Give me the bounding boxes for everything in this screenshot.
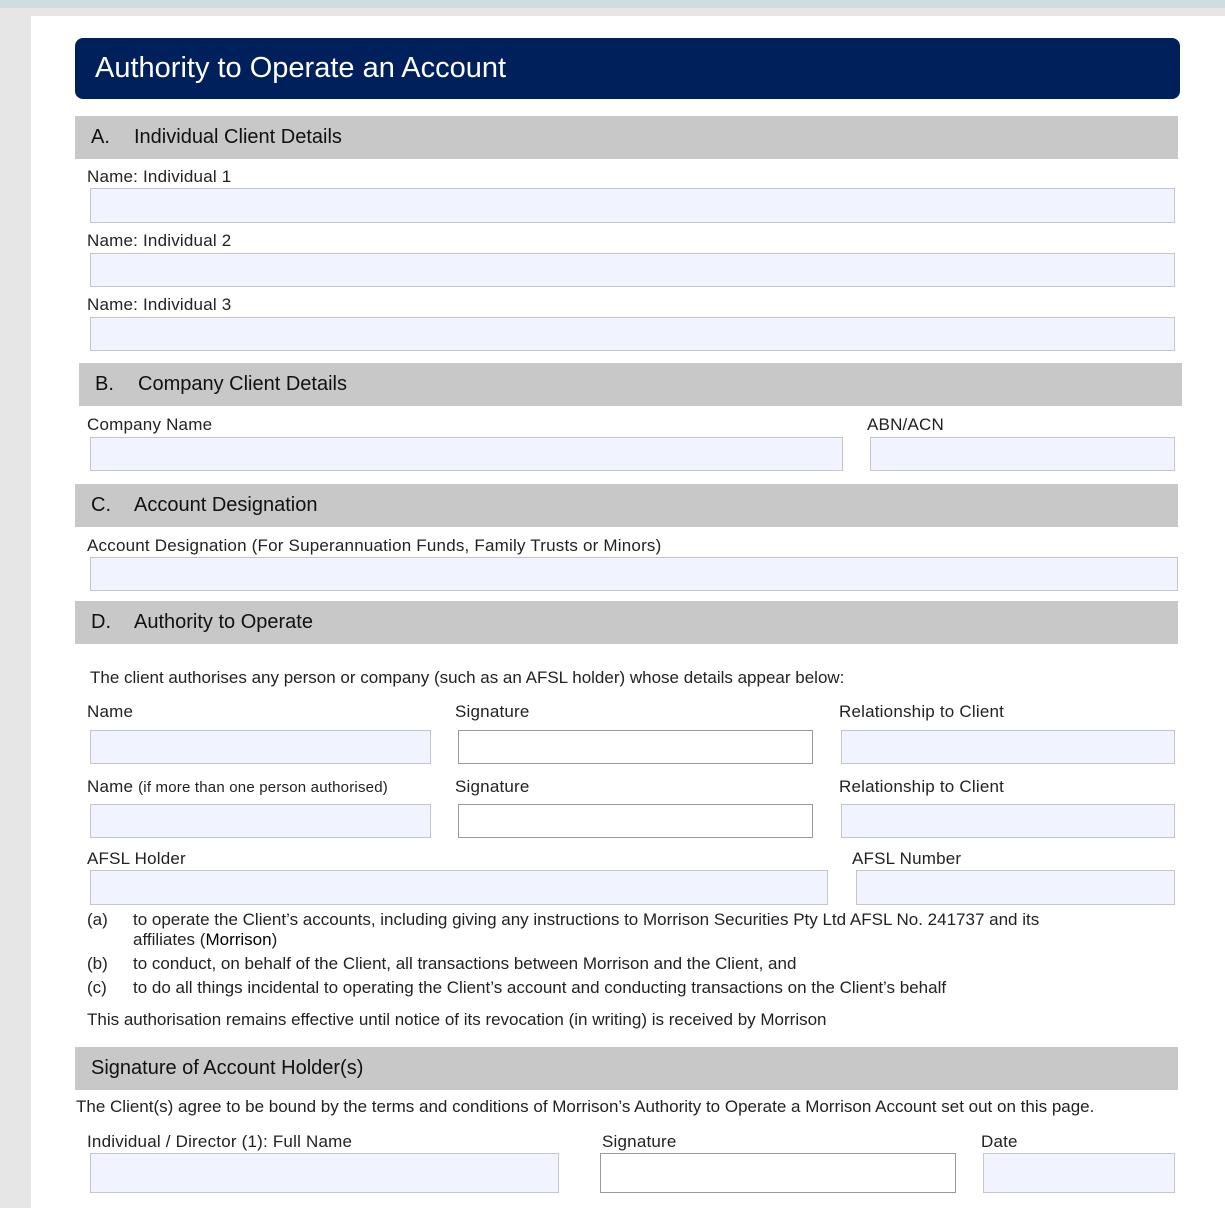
section-c-heading: Account Designation bbox=[134, 494, 318, 516]
section-a-letter: A. bbox=[91, 126, 110, 148]
relationship-2-label: Relationship to Client bbox=[839, 777, 1005, 796]
clause-a-line-2 bbox=[133, 930, 1039, 950]
authorised-name-field[interactable] bbox=[90, 730, 431, 764]
section-a-header bbox=[75, 116, 1178, 159]
clause-a-line-2-pre: affiliates ( bbox=[133, 930, 206, 949]
section-b-letter: B. bbox=[95, 373, 114, 395]
relationship-label: Relationship to Client bbox=[839, 702, 1005, 721]
window-top-bar bbox=[0, 0, 1225, 8]
clause-b-text: to conduct, on behalf of the Client, all transactions between Morrison and the Client, and bbox=[133, 954, 797, 973]
section-b-header bbox=[79, 363, 1182, 406]
authorised-signature-2-label: Signature bbox=[455, 777, 530, 796]
afsl-holder-field[interactable] bbox=[90, 870, 828, 905]
director-fullname-field[interactable] bbox=[90, 1153, 559, 1193]
authorised-signature-label: Signature bbox=[455, 702, 530, 721]
authorised-name-2-label bbox=[87, 777, 388, 797]
form-title-bar bbox=[75, 38, 1180, 99]
authorised-name-2-label-text: Name bbox=[87, 777, 134, 796]
director-signature-label: Signature bbox=[602, 1132, 677, 1151]
section-c-header bbox=[75, 484, 1178, 527]
date-field[interactable] bbox=[983, 1153, 1175, 1193]
clause-a-key: (a) bbox=[87, 910, 108, 929]
clause-c-text: to do all things incidental to operating the Client’s account and conducting transactions on the Client’s behalf bbox=[133, 978, 947, 997]
individual-2-label: Name: Individual 2 bbox=[87, 231, 232, 250]
clause-a-line-1: to operate the Client’s accounts, including giving any instructions to Morrison Securities Pty Ltd AFSL No. 241737 and its bbox=[133, 910, 1040, 929]
authorised-name-2-note: (if more than one person authorised) bbox=[138, 779, 388, 796]
company-name-field[interactable] bbox=[90, 437, 843, 471]
section-a-heading: Individual Client Details bbox=[134, 126, 342, 148]
afsl-holder-label: AFSL Holder bbox=[87, 849, 186, 868]
signature-section-heading: Signature of Account Holder(s) bbox=[91, 1057, 364, 1079]
individual-3-name-field[interactable] bbox=[90, 317, 1175, 351]
clause-b-key: (b) bbox=[87, 954, 108, 973]
section-d-letter: D. bbox=[91, 611, 111, 633]
director-signature-field[interactable] bbox=[600, 1153, 956, 1193]
section-c-letter: C. bbox=[91, 494, 111, 516]
individual-1-name-field[interactable] bbox=[90, 188, 1175, 223]
director-fullname-label: Individual / Director (1): Full Name bbox=[87, 1132, 353, 1151]
authority-intro-text: The client authorises any person or company (such as an AFSL holder) whose details appear below: bbox=[90, 668, 845, 687]
authorised-name-2-field[interactable] bbox=[90, 804, 431, 838]
date-label: Date bbox=[981, 1132, 1018, 1151]
account-designation-label: Account Designation (For Superannuation Funds, Family Trusts or Minors) bbox=[87, 536, 662, 555]
authorisation-closing-text: This authorisation remains effective until notice of its revocation (in writing) is received by Morrison bbox=[87, 1010, 827, 1029]
relationship-2-field[interactable] bbox=[841, 804, 1175, 838]
section-b-heading: Company Client Details bbox=[138, 373, 347, 395]
section-d-heading: Authority to Operate bbox=[134, 611, 313, 633]
individual-3-label: Name: Individual 3 bbox=[87, 295, 232, 314]
relationship-field[interactable] bbox=[841, 730, 1175, 764]
clause-a-text bbox=[133, 910, 1039, 950]
individual-1-label: Name: Individual 1 bbox=[87, 167, 232, 186]
abn-acn-field[interactable] bbox=[870, 437, 1175, 471]
authorised-name-label: Name bbox=[87, 702, 134, 721]
afsl-number-field[interactable] bbox=[856, 870, 1175, 905]
company-name-label: Company Name bbox=[87, 415, 213, 434]
signature-section-header bbox=[75, 1047, 1178, 1090]
clause-c-key: (c) bbox=[87, 978, 107, 997]
afsl-number-label: AFSL Number bbox=[852, 849, 962, 868]
authorised-signature-2-field[interactable] bbox=[458, 804, 813, 838]
authorised-signature-field[interactable] bbox=[458, 730, 813, 764]
account-designation-field[interactable] bbox=[90, 557, 1178, 591]
agreement-text: The Client(s) agree to be bound by the terms and conditions of Morrison’s Authority to Operate a Morrison Account set out on this page. bbox=[76, 1097, 1095, 1116]
form-title: Authority to Operate an Account bbox=[95, 52, 507, 84]
section-d-header bbox=[75, 601, 1178, 644]
individual-2-name-field[interactable] bbox=[90, 253, 1175, 287]
clause-a-line-2-post: ) bbox=[271, 930, 278, 949]
abn-acn-label: ABN/ACN bbox=[867, 415, 944, 434]
morrison-defined-term: Morrison bbox=[205, 930, 272, 949]
